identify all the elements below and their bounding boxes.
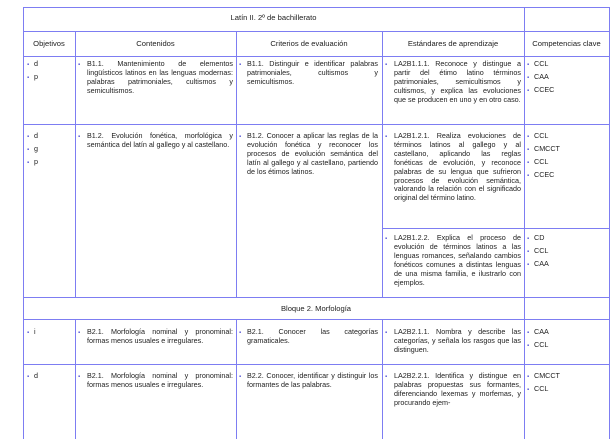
grid-line xyxy=(23,7,24,439)
list-item: ▪ CCL xyxy=(527,340,549,349)
header-contenidos: Contenidos xyxy=(136,39,175,48)
objetivos-list xyxy=(27,60,38,86)
bullet-icon: ▪ xyxy=(27,134,30,140)
grid-line xyxy=(236,319,237,439)
bullet-icon: ▪ xyxy=(527,262,530,268)
grid-line xyxy=(382,319,383,439)
bullet-icon: ▪ xyxy=(527,173,530,179)
bullet-icon: ▪ xyxy=(385,374,388,380)
grid-line xyxy=(236,31,237,297)
criterio-text: B2.1. Conocer las categorías gramaticales. xyxy=(247,327,378,345)
bullet-icon: ▪ xyxy=(527,249,530,255)
competencias-list xyxy=(527,132,560,184)
grid-line xyxy=(23,31,610,32)
competencias-list xyxy=(527,234,549,273)
bullet-icon: ▪ xyxy=(527,147,530,153)
estandar-text: LA2B1.2.1. Realiza evoluciones de términos latinos al gallego y al castellano, aplicando las reglas fonéticas de evolución, y reconoce palabras de su lengua que sufrieron procesos de evolución semántica, valorando la relación con el significado original del término latino. xyxy=(394,131,521,203)
bullet-icon: ▪ xyxy=(27,147,30,153)
grid-line xyxy=(75,31,76,297)
list-item: ▪ CCEC xyxy=(527,170,555,179)
estandar-text: LA2B2.1.1. Nombra y describe las categorías, y señala los rasgos que las distinguen. xyxy=(394,327,521,354)
bullet-icon: ▪ xyxy=(27,75,30,81)
header-objetivos: Objetivos xyxy=(33,39,65,48)
grid-line xyxy=(23,297,610,298)
bullet-icon: ▪ xyxy=(527,134,530,140)
bullet-icon: ▪ xyxy=(239,134,242,140)
bullet-icon: ▪ xyxy=(78,62,81,68)
bullet-icon: ▪ xyxy=(385,236,388,242)
grid-line xyxy=(524,7,525,439)
block-title: Bloque 2. Morfología xyxy=(280,304,352,313)
competencias-list xyxy=(527,328,549,354)
bullet-icon: ▪ xyxy=(27,330,30,336)
bullet-icon: ▪ xyxy=(527,236,530,242)
bullet-icon: ▪ xyxy=(78,134,81,140)
list-item: ▪ CAA xyxy=(527,259,549,268)
bullet-icon: ▪ xyxy=(239,330,242,336)
bullet-icon: ▪ xyxy=(527,62,530,68)
list-item: ▪ p xyxy=(27,157,38,166)
list-item: ▪ CCEC xyxy=(527,85,555,94)
criterio-text: B1.1. Distinguir e identificar palabras patrimoniales, cultismos y semicultismos. xyxy=(247,59,378,86)
list-item: ▪ d xyxy=(27,59,38,68)
list-item: ▪ g xyxy=(27,144,38,153)
bullet-icon: ▪ xyxy=(527,387,530,393)
list-item: ▪ CAA xyxy=(527,72,549,81)
grid-line xyxy=(75,319,76,439)
contenido-text: B1.2. Evolución fonética, morfológica y semántica del latín al gallego y al castellano. xyxy=(87,131,233,149)
header-estandares: Estándares de aprendizaje xyxy=(407,39,499,48)
objetivos-list xyxy=(27,132,38,171)
bullet-icon: ▪ xyxy=(527,330,530,336)
competencias-list xyxy=(527,372,560,398)
bullet-icon: ▪ xyxy=(78,330,81,336)
bullet-icon: ▪ xyxy=(385,330,388,336)
bullet-icon: ▪ xyxy=(385,134,388,140)
list-item: ▪ d xyxy=(27,131,38,140)
bullet-icon: ▪ xyxy=(27,374,30,380)
bullet-icon: ▪ xyxy=(527,374,530,380)
bullet-icon: ▪ xyxy=(527,343,530,349)
list-item: ▪ CMCCT xyxy=(527,144,560,153)
bullet-icon: ▪ xyxy=(27,160,30,166)
estandar-text: LA2B1.1.1. Reconoce y distingue a partir del étimo latino términos patrimoniales, semicultismos y cultismos, y explica las evoluciones que se producen en uno y en otro caso. xyxy=(394,59,521,104)
list-item: ▪ CAA xyxy=(527,327,549,336)
grid-line xyxy=(382,31,383,297)
list-item: ▪ CD xyxy=(527,233,545,242)
bullet-icon: ▪ xyxy=(385,62,388,68)
estandar-text: LA2B2.2.1. Identifica y distingue en palabras propuestas sus formantes, diferenciando lexemas y morfemas, y procurando ejem- xyxy=(394,371,521,407)
list-item: ▪ CCL xyxy=(527,131,549,140)
grid-line xyxy=(23,56,610,57)
grid-line xyxy=(23,319,610,320)
grid-line xyxy=(382,228,610,229)
bullet-icon: ▪ xyxy=(27,62,30,68)
grid-line xyxy=(23,124,610,125)
estandar-text: LA2B1.2.2. Explica el proceso de evolución de términos latinos a las lenguas romances, señalando cambios fonéticos comunes a distintas lenguas de una misma familia, e ilustrarlo con ejemplos. xyxy=(394,233,521,287)
grid-line xyxy=(609,7,610,439)
table-title: Latín II. 2º de bachillerato xyxy=(230,13,317,22)
criterio-text: B2.2. Conocer, identificar y distinguir los formantes de las palabras. xyxy=(247,371,378,389)
competencias-list xyxy=(527,60,554,99)
bullet-icon: ▪ xyxy=(239,374,242,380)
list-item: ▪ CCL xyxy=(527,246,549,255)
bullet-icon: ▪ xyxy=(527,88,530,94)
bullet-icon: ▪ xyxy=(527,75,530,81)
bullet-icon: ▪ xyxy=(239,62,242,68)
criterio-text: B1.2. Conocer a aplicar las reglas de la evolución fonética y reconocer los procesos de evolución semántica del latín al gallego y al castellano, partiendo de los étimos latinos. xyxy=(247,131,378,176)
bullet-icon: ▪ xyxy=(527,160,530,166)
list-item: ▪ CMCCT xyxy=(527,371,560,380)
list-item: ▪ i xyxy=(27,327,36,336)
objetivos-list xyxy=(27,372,38,385)
contenido-text: B1.1. Mantenimiento de elementos lingüísticos latinos en las lenguas modernas: palabras patrimoniales, cultismos y semicultismos. xyxy=(87,59,233,95)
list-item: ▪ CCL xyxy=(527,59,549,68)
bullet-icon: ▪ xyxy=(78,374,81,380)
list-item: ▪ CCL xyxy=(527,157,549,166)
contenido-text: B2.1. Morfología nominal y pronominal: formas menos usuales e irregulares. xyxy=(87,371,233,389)
grid-line xyxy=(23,7,610,8)
grid-line xyxy=(23,364,610,365)
contenido-text: B2.1. Morfología nominal y pronominal: formas menos usuales e irregulares. xyxy=(87,327,233,345)
header-criterios: Criterios de evaluación xyxy=(270,39,348,48)
list-item: ▪ p xyxy=(27,72,38,81)
objetivos-list xyxy=(27,328,36,341)
list-item: ▪ d xyxy=(27,371,38,380)
header-competencias: Competencias clave xyxy=(532,39,601,48)
list-item: ▪ CCL xyxy=(527,384,549,393)
